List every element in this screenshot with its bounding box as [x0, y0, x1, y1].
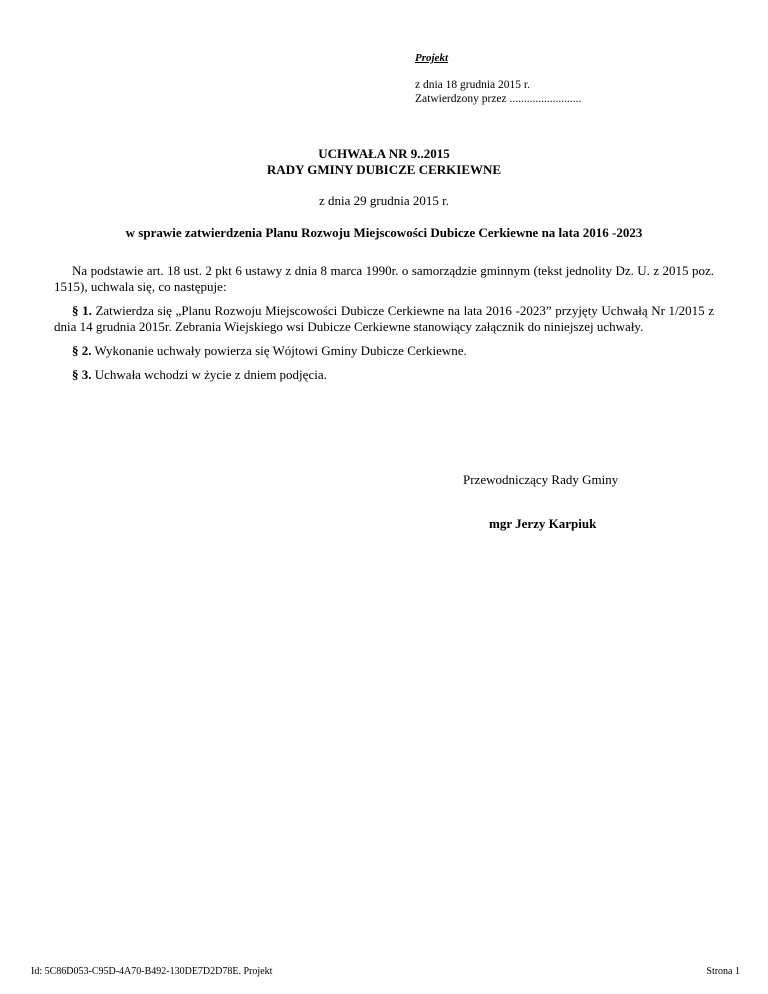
paragraph-2-text: Wykonanie uchwały powierza się Wójtowi Gminy Dubicze Cerkiewne.: [91, 343, 467, 358]
resolution-number: UCHWAŁA NR 9..2015: [318, 146, 450, 161]
draft-label: Projekt: [415, 52, 448, 64]
legal-basis-paragraph: Na podstawie art. 18 ust. 2 pkt 6 ustawy z dnia 8 marca 1990r. o samorządzie gminnym (tekst jednolity Dz. U. z 2015 poz. 1515), uchwala się, co następuje:: [54, 263, 714, 294]
paragraph-2: [54, 343, 714, 359]
council-name: RADY GMINY DUBICZE CERKIEWNE: [266, 162, 502, 177]
paragraph-1-text: Zatwierdza się „Planu Rozwoju Miejscowości Dubicze Cerkiewne na lata 2016 -2023” przyjęty Uchwałą Nr 1/2015 z dnia 14 grudnia 2015r. Zebrania Wiejskiego wsi Dubicze Cerkiewne stanowiący załącznik do niniejszej uchwały.: [54, 303, 714, 334]
paragraph-1: [54, 303, 714, 335]
signatory-name: mgr Jerzy Karpiuk: [489, 516, 597, 531]
approved-by-line: Zatwierdzony przez .........................: [415, 93, 582, 105]
resolution-subject: w sprawie zatwierdzenia Planu Rozwoju Miejscowości Dubicze Cerkiewne na lata 2016 -2023: [125, 225, 643, 240]
draft-header: [415, 52, 735, 106]
draft-date: z dnia 18 grudnia 2015 r.: [415, 79, 530, 91]
document-title: [0, 146, 768, 178]
resolution-body: [54, 263, 714, 391]
signatory-role: Przewodniczący Rady Gminy: [463, 472, 619, 487]
paragraph-3: [54, 367, 714, 383]
paragraph-3-text: Uchwała wchodzi w życie z dniem podjęcia.: [91, 367, 327, 382]
paragraph-1-number: § 1.: [72, 303, 92, 318]
page-number: Strona 1: [706, 966, 740, 977]
paragraph-3-number: § 3.: [72, 367, 92, 382]
paragraph-2-number: § 2.: [72, 343, 92, 358]
document-id-footer: Id: 5C86D053-C95D-4A70-B492-130DE7D2D78E. Projekt: [31, 966, 273, 977]
resolution-date: z dnia 29 grudnia 2015 r.: [319, 193, 449, 208]
